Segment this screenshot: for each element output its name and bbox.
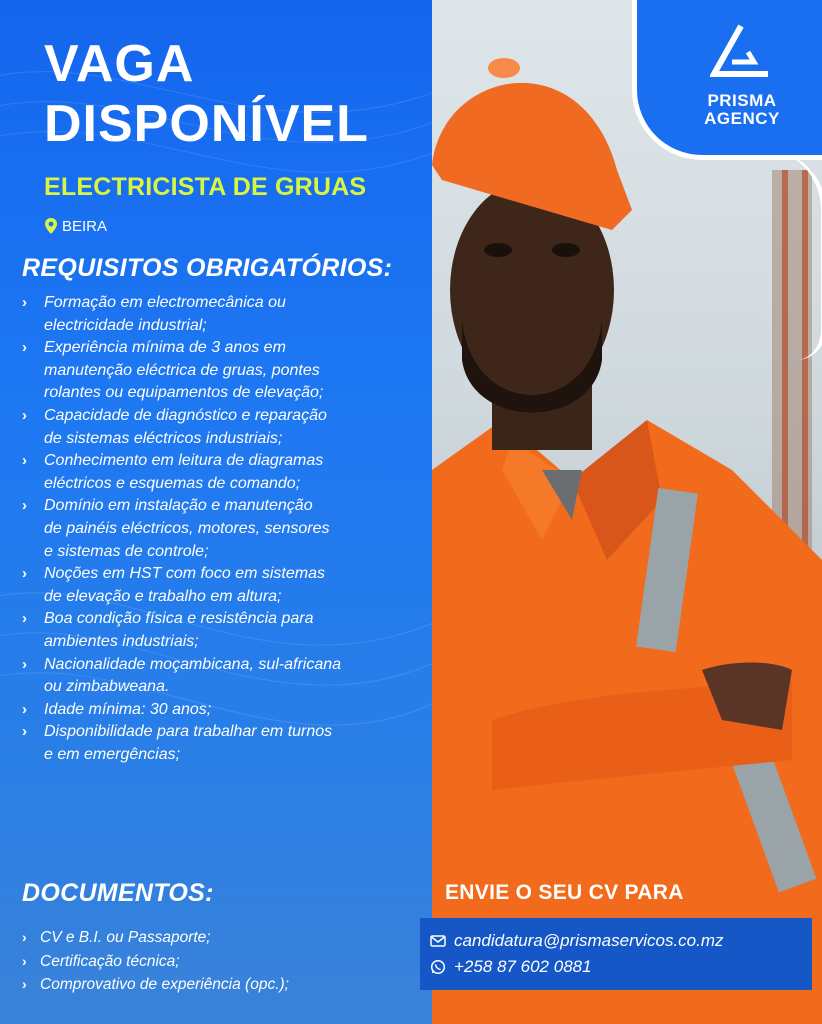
requirement-item: › Experiência mínima de 3 anos em manutenção eléctrica de gruas, pontes rolantes ou equipamentos de elevação; [22,339,324,402]
contact-email[interactable] [430,928,802,954]
document-item: › CV e B.I. ou Passaporte; [22,926,402,950]
chevron-right-icon: › [22,929,27,945]
chevron-right-icon: › [22,497,27,515]
envelope-icon [430,933,446,949]
location-label: BEIRA [62,217,108,235]
logo-line-1: PRISMA [707,91,777,110]
chevron-right-icon: › [22,700,27,718]
title-line-2: DISPONÍVEL [44,95,369,153]
location [44,216,107,236]
page-title [44,34,434,154]
chevron-right-icon: › [22,952,27,969]
documents-list [22,926,402,997]
requirements-heading: REQUISITOS OBRIGATÓRIOS: [22,254,393,282]
contact-heading: ENVIE O SEU CV PARA [445,881,684,904]
chevron-right-icon: › [22,294,27,311]
contact-box [420,918,812,990]
chevron-right-icon: › [22,339,27,357]
phone-number[interactable]: +258 87 602 0881 [454,957,592,976]
requirements-list [22,292,442,766]
documents-heading: DOCUMENTOS: [22,879,214,907]
email-address[interactable]: candidatura@prismaservicos.co.mz [454,931,724,950]
requirement-item: › Disponibilidade para trabalhar em turnos e em emergências; [22,723,333,763]
chevron-right-icon: › [22,406,27,424]
logo-wordmark [682,92,802,128]
requirement-item: › Idade mínima: 30 anos; [22,699,442,722]
chevron-right-icon: › [22,452,27,470]
contact-phone[interactable] [430,954,802,980]
chevron-right-icon: › [22,565,27,583]
prisma-logo-icon [710,22,772,82]
requirement-item: › Noções em HST com foco em sistemas de elevação e trabalho em altura; [22,565,325,605]
whatsapp-icon [430,959,446,975]
document-item: › Certificação técnica; [22,950,402,974]
requirement-item: › Nacionalidade moçambicana, sul-africana ou zimbabweana. [22,655,342,696]
requirement-item: › Domínio em instalação e manutenção de painéis eléctricos, motores, sensores e sistemas de controle; [22,497,330,560]
logo-frame-outline [606,150,822,360]
document-item: › Comprovativo de experiência (opc.); [22,973,402,997]
logo-line-2: AGENCY [704,109,780,128]
requirement-item: › Boa condição física e resistência para ambientes industriais; [22,610,314,650]
requirement-item: › Capacidade de diagnóstico e reparação de sistemas eléctricos industriais; [22,406,327,447]
chevron-right-icon: › [22,610,27,628]
chevron-right-icon: › [22,976,27,992]
chevron-right-icon: › [22,723,27,741]
location-pin-icon [44,217,58,235]
job-title: ELECTRICISTA DE GRUAS [44,173,367,201]
title-line-1: VAGA [44,35,195,93]
requirement-item: › Formação em electromecânica ou electricidade industrial; [22,294,286,334]
chevron-right-icon: › [22,655,27,673]
requirement-item: › Conhecimento em leitura de diagramas eléctricos e esquemas de comando; [22,452,324,492]
